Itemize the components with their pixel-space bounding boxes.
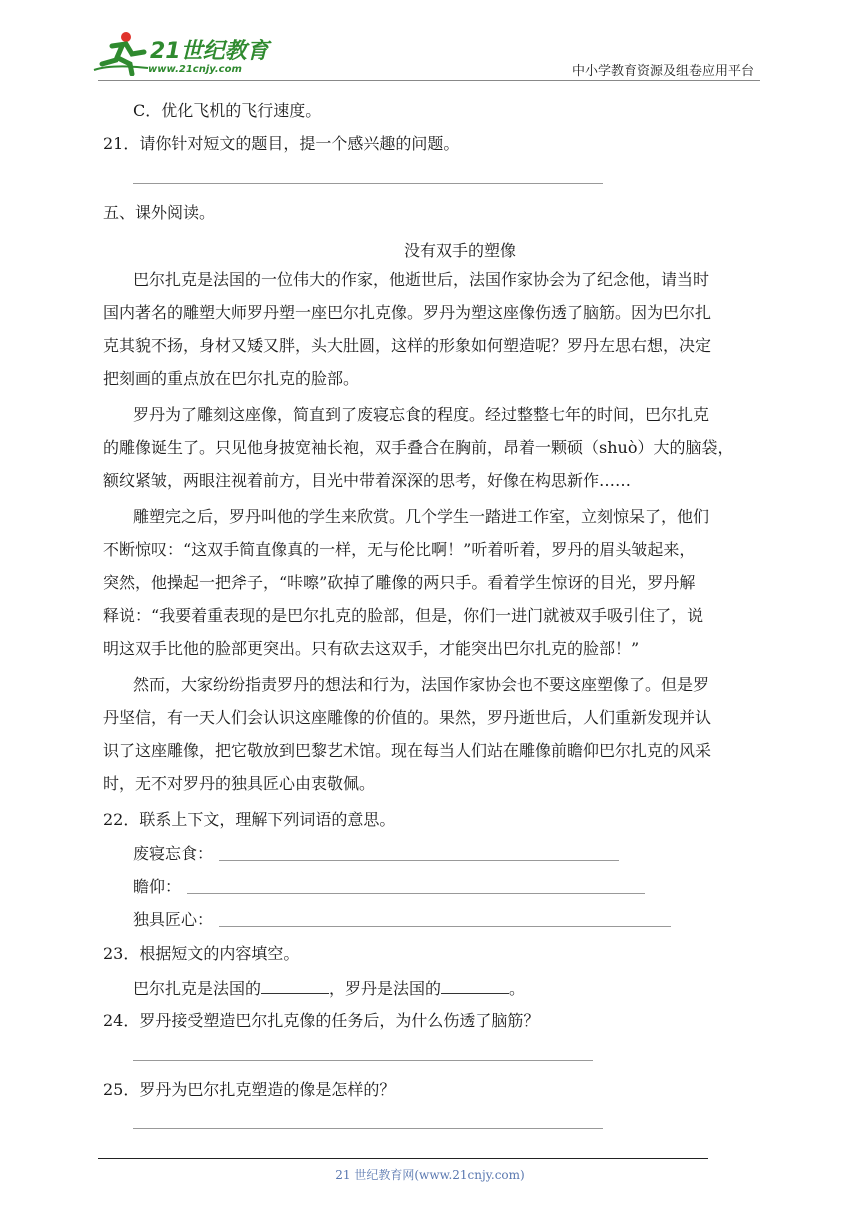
passage-line: 国内著名的雕塑大师罗丹塑一座巴尔扎克像。罗丹为塑这座像伤透了脑筋。因为巴尔扎 bbox=[103, 303, 712, 322]
q21-answer-line[interactable] bbox=[133, 183, 603, 184]
passage-line: 雕塑完之后，罗丹叫他的学生来欣赏。几个学生一踏进工作室，立刻惊呆了，他们 bbox=[133, 507, 710, 526]
q25-prompt: 25．罗丹为巴尔扎克塑造的像是怎样的？ bbox=[103, 1080, 396, 1099]
header-divider bbox=[98, 80, 760, 81]
q22-answer-line[interactable] bbox=[187, 893, 645, 894]
logo-text: 21世纪教育 bbox=[150, 39, 269, 64]
q23-blank-2[interactable] bbox=[441, 977, 509, 994]
passage-line: 额纹紧皱，两眼注视着前方，目光中带着深深的思考，好像在构思新作…… bbox=[103, 471, 632, 490]
q23-blank-1[interactable] bbox=[261, 977, 329, 994]
passage-line: 时，无不对罗丹的独具匠心由衷敬佩。 bbox=[103, 774, 376, 793]
q23-part3: 。 bbox=[509, 979, 526, 998]
platform-label: 中小学教育资源及组卷应用平台 bbox=[571, 64, 754, 79]
q22-answer-line[interactable] bbox=[219, 860, 619, 861]
passage-line: 丹坚信，有一天人们会认识这座雕像的价值的。果然，罗丹逝世后，人们重新发现并认 bbox=[103, 708, 712, 727]
q22-item-label: 瞻仰： bbox=[133, 877, 182, 896]
passage-line: 然而，大家纷纷指责罗丹的想法和行为，法国作家协会也不要这座塑像了。但是罗 bbox=[133, 675, 710, 694]
q24-prompt: 24．罗丹接受塑造巴尔扎克像的任务后，为什么伤透了脑筋？ bbox=[103, 1011, 540, 1030]
section-five-heading: 五、课外阅读。 bbox=[103, 203, 216, 222]
q22-item-label: 废寝忘食： bbox=[133, 844, 214, 863]
q21-prompt: 21．请你针对短文的题目，提一个感兴趣的问题。 bbox=[103, 134, 460, 153]
q23-part2: ，罗丹是法国的 bbox=[329, 979, 442, 998]
runner-logo-icon bbox=[92, 30, 152, 76]
site-logo bbox=[92, 30, 272, 78]
passage-line: 明这双手比他的脸部更突出。只有砍去这双手，才能突出巴尔扎克的脸部！” bbox=[103, 639, 640, 658]
passage-line: 克其貌不扬，身材又矮又胖，头大肚圆，这样的形象如何塑造呢？罗丹左思右想，决定 bbox=[103, 336, 712, 355]
q20-option-c: C．优化飞机的飞行速度。 bbox=[133, 101, 322, 120]
passage-line: 把刻画的重点放在巴尔扎克的脸部。 bbox=[103, 369, 360, 388]
footer-divider bbox=[98, 1158, 708, 1159]
q23-fill-sentence bbox=[133, 977, 525, 999]
logo-url: www.21cnjy.com bbox=[148, 64, 242, 75]
page-header bbox=[0, 0, 860, 80]
q23-prompt: 23．根据短文的内容填空。 bbox=[103, 944, 300, 963]
q23-part1: 巴尔扎克是法国的 bbox=[133, 979, 262, 998]
passage-line: 释说：“我要着重表现的是巴尔扎克的脸部，但是，你们一进门就被双手吸引住了，说 bbox=[103, 606, 704, 625]
q22-answer-line[interactable] bbox=[219, 926, 671, 927]
passage-line: 罗丹为了雕刻这座像，简直到了废寝忘食的程度。经过整整七年的时间，巴尔扎克 bbox=[133, 405, 710, 424]
passage-line: 的雕像诞生了。只见他身披宽袖长袍，双手叠合在胸前，昂着一颗硕（shuò）大的脑袋， bbox=[103, 438, 734, 457]
passage-line: 不断惊叹：“这双手简直像真的一样，无与伦比啊！”听着听着，罗丹的眉头皱起来， bbox=[103, 540, 696, 559]
page-footer[interactable]: 21 世纪教育网(www.21cnjy.com) bbox=[335, 1168, 525, 1182]
passage-line: 突然，他操起一把斧子，“咔嚓”砍掉了雕像的两只手。看着学生惊讶的目光，罗丹解 bbox=[103, 573, 696, 592]
q25-answer-line[interactable] bbox=[133, 1128, 603, 1129]
q24-answer-line[interactable] bbox=[133, 1060, 593, 1061]
passage-line: 巴尔扎克是法国的一位伟大的作家，他逝世后，法国作家协会为了纪念他，请当时 bbox=[133, 270, 710, 289]
passage-title: 没有双手的塑像 bbox=[403, 241, 516, 260]
passage-line: 识了这座雕像，把它敬放到巴黎艺术馆。现在每当人们站在雕像前瞻仰巴尔扎克的风采 bbox=[103, 741, 712, 760]
q22-prompt: 22．联系上下文，理解下列词语的意思。 bbox=[103, 810, 396, 829]
q22-item-label: 独具匠心： bbox=[133, 910, 214, 929]
